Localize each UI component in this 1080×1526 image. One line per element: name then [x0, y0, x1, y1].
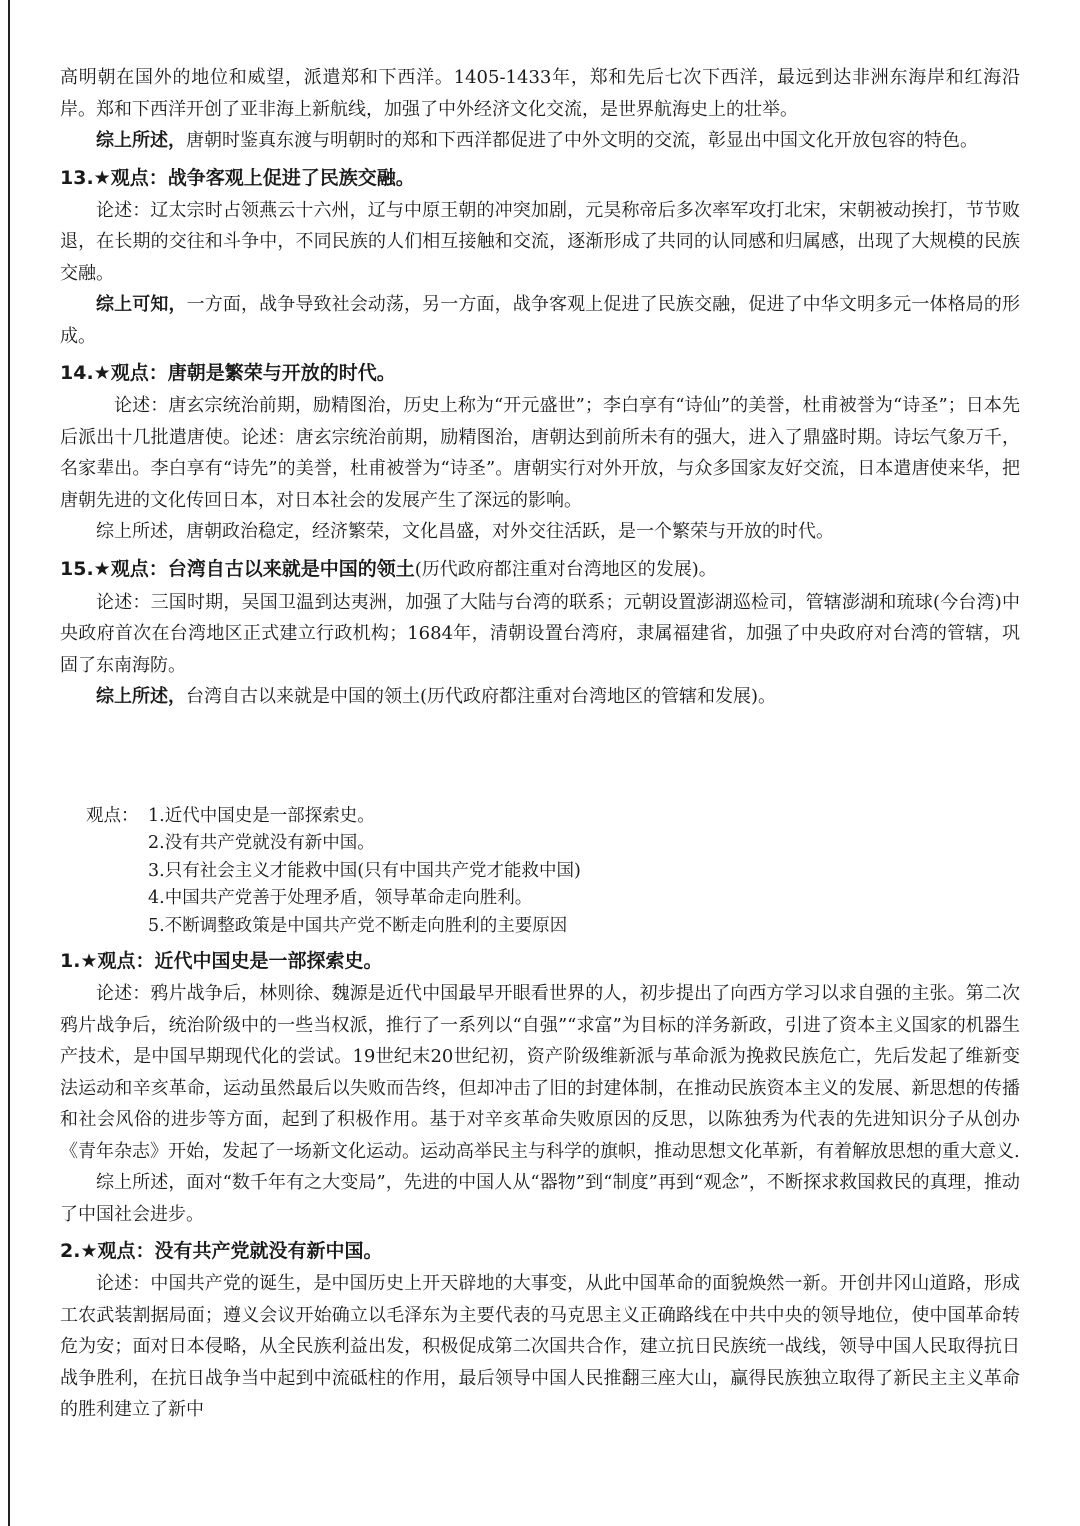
- summary-vp1: 综上所述，面对“数千年有之大变局”，先进的中国人从“器物”到“制度”再到“观念”，不断探求救国救民的真理，推动了中国社会进步。: [60, 1172, 1020, 1225]
- summary-14: 综上所述，唐朝政治稳定，经济繁荣，文化昌盛，对外交往活跃，是一个繁荣与开放的时代。: [96, 521, 834, 542]
- viewpoint-list-label: 观点：: [86, 805, 139, 826]
- summary-15: [60, 681, 1020, 713]
- heading-vp1: 1.★观点：近代中国史是一部探索史。: [60, 950, 383, 972]
- heading-15: [60, 552, 1020, 587]
- summary-zhenghe: [60, 125, 1020, 157]
- summary-13: [60, 289, 1020, 352]
- body-14: 论述：唐玄宗统治前期，励精图治，历史上称为“开元盛世”；李白享有“诗仙”的美誉，杜甫被誉为“诗圣”；日本先后派出十几批遣唐使。论述：唐玄宗统治前期，励精图治，唐朝达到前所未有的强大，进入了鼎盛时期。诗坛气象万千，名家辈出。李白享有“诗先”的美誉，杜甫被誉为“诗圣”。唐朝实行对外开放，与众多国家友好交流，日本遣唐使来华，把唐朝先进的文化传回日本，对日本社会的发展产生了深远的影响。: [60, 395, 1020, 511]
- summary-lead: 综上可知，: [96, 294, 187, 315]
- summary-text: 台湾自古以来就是中国的领土(历代政府都注重对台湾地区的管辖和发展)。: [186, 686, 777, 707]
- left-margin-rule: [8, 0, 10, 1526]
- viewpoint-item: 5.不断调整政策是中国共产党不断走向胜利的主要原因: [148, 915, 568, 936]
- summary-lead: 综上所述，: [96, 130, 186, 151]
- heading-14: 14.★观点：唐朝是繁荣与开放的时代。: [60, 362, 396, 384]
- paragraph-zhenghe: 高明朝在国外的地位和威望，派遣郑和下西洋。1405-1433年，郑和先后七次下西洋，最远到达非洲东海岸和红海沿岸。郑和下西洋开创了亚非海上新航线，加强了中外经济文化交流，是世界航海史上的壮举。: [60, 67, 1020, 120]
- viewpoint-item: 4.中国共产党善于处理矛盾，领导革命走向胜利。: [148, 888, 533, 908]
- viewpoint-item: 2.没有共产党就没有新中国。: [148, 833, 375, 853]
- body-13: 论述：辽太宗时占领燕云十六州，辽与中原王朝的冲突加剧，元昊称帝后多次率军攻打北宋，宋朝被动挨打，节节败退，在长期的交往和斗争中，不同民族的人们相互接触和交流，逐渐形成了共同的认同感和归属感，出现了大规模的民族交融。: [60, 199, 1020, 284]
- summary-text: 一方面，战争导致社会动荡，另一方面，战争客观上促进了民族交融，促进了中华文明多元一体格局的形成。: [60, 294, 1021, 347]
- document-page: [60, 62, 1020, 1426]
- viewpoint-item: 3.只有社会主义才能救中国(只有中国共产党才能救中国): [148, 860, 581, 881]
- body-vp1: 论述：鸦片战争后，林则徐、魏源是近代中国最早开眼看世界的人，初步提出了向西方学习以求自强的主张。第二次鸦片战争后，统治阶级中的一些当权派，推行了一系列以“自强”“求富”为目标的洋务新政，引进了资本主义国家的机器生产技术，是中国早期现代化的尝试。19世纪末20世纪初，资产阶级维新派与革命派为挽救民族危亡，先后发起了维新变法运动和辛亥革命，运动虽然最后以失败而告终，但却冲击了旧的封建体制，在推动民族资本主义的发展、新思想的传播和社会风俗的进步等方面，起到了积极作用。基于对辛亥革命失败原因的反思，以陈独秀为代表的先进知识分子从创办《青年杂志》开始，发起了一场新文化运动。运动高举民主与科学的旗帜，推动思想文化革新，有着解放思想的重大意义.: [60, 983, 1020, 1162]
- blank-gap: [60, 713, 1020, 803]
- body-vp2: 论述：中国共产党的诞生，是中国历史上开天辟地的大事变，从此中国革命的面貌焕然一新。开创井冈山道路，形成工农武装割据局面；遵义会议开始确立以毛泽东为主要代表的马克思主义正确路线在中共中央的领导地位，使中国革命转危为安；面对日本侵略，从全民族利益出发，积极促成第二次国共合作，建立抗日民族统一战线，领导中国人民取得抗日战争胜利，在抗日战争当中起到中流砥柱的作用，最后领导中国人民推翻三座大山，赢得民族独立取得了新民主主义革命的胜利建立了新中: [60, 1273, 1020, 1420]
- summary-text: 唐朝时鉴真东渡与明朝时的郑和下西洋都促进了中外文明的交流，彰显出中国文化开放包容的特色。: [186, 130, 978, 151]
- heading-15-note: (历代政府都注重对台湾地区的发展)。: [414, 558, 717, 580]
- heading-13: 13.★观点：战争客观上促进了民族交融。: [60, 166, 415, 189]
- heading-15-title: 15.★观点：台湾自古以来就是中国的领土: [60, 557, 415, 580]
- viewpoint-item: 1.近代中国史是一部探索史。: [148, 805, 375, 826]
- summary-lead: 综上所述，: [96, 686, 186, 707]
- viewpoint-list: [86, 803, 1020, 941]
- heading-vp2: 2.★观点：没有共产党就没有新中国。: [60, 1240, 383, 1262]
- body-15: 论述：三国时期，吴国卫温到达夷洲，加强了大陆与台湾的联系；元朝设置澎湖巡检司，管辖澎湖和琉球(今台湾)中央政府首次在台湾地区正式建立行政机构；1684年，清朝设置台湾府，隶属福建省，加强了中央政府对台湾的管辖，巩固了东南海防。: [60, 591, 1020, 676]
